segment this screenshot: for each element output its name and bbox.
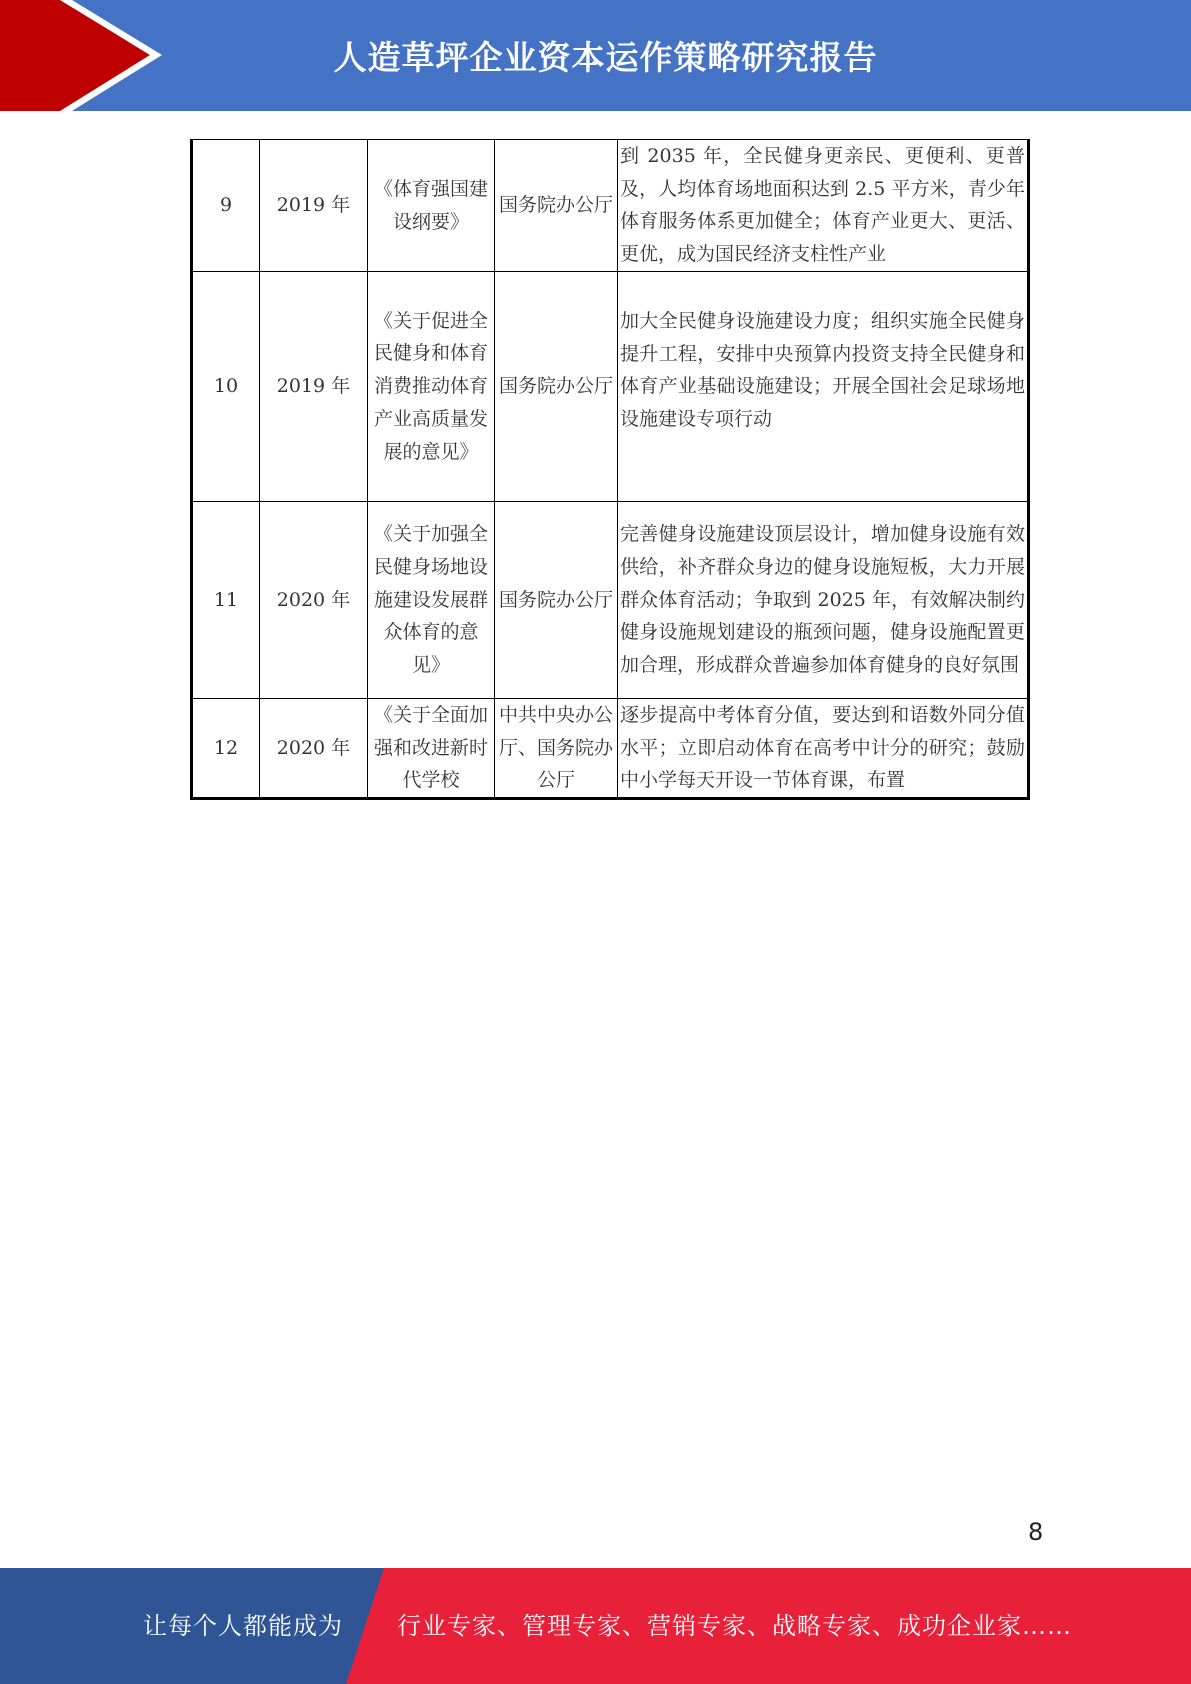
row-document: 《关于全面加强和改进新时代学校	[368, 699, 495, 799]
table-row	[192, 272, 1029, 502]
row-issuer: 国务院办公厅	[495, 502, 618, 699]
row-number: 11	[192, 502, 260, 699]
page-number: 8	[1028, 1518, 1044, 1546]
row-number: 12	[192, 699, 260, 799]
row-issuer: 国务院办公厅	[495, 272, 618, 502]
row-document: 《关于促进全民健身和体育消费推动体育产业高质量发展的意见》	[368, 272, 495, 502]
report-header	[0, 0, 1191, 111]
table-row	[192, 140, 1029, 272]
table-row	[192, 502, 1029, 699]
row-issuer: 中共中央办公厅、国务院办公厅	[495, 699, 618, 799]
row-year: 2020 年	[260, 502, 368, 699]
row-year: 2020 年	[260, 699, 368, 799]
row-content: 到 2035 年，全民健身更亲民、更便利、更普及，人均体育场地面积达到 2.5 平方米，青少年体育服务体系更加健全；体育产业更大、更活、更优，成为国民经济支柱性产业	[618, 140, 1029, 272]
row-year: 2019 年	[260, 272, 368, 502]
row-content: 逐步提高中考体育分值，要达到和语数外同分值水平；立即启动体育在高考中计分的研究；鼓励中小学每天开设一节体育课，布置	[618, 699, 1029, 799]
policy-table	[190, 139, 1030, 800]
row-content: 加大全民健身设施建设力度；组织实施全民健身提升工程，安排中央预算内投资支持全民健身和体育产业基础设施建设；开展全国社会足球场地设施建设专项行动	[618, 272, 1029, 502]
footer-slogan-left: 让每个人都能成为	[143, 1612, 343, 1640]
row-issuer: 国务院办公厅	[495, 140, 618, 272]
row-number: 10	[192, 272, 260, 502]
row-number: 9	[192, 140, 260, 272]
row-year: 2019 年	[260, 140, 368, 272]
report-title: 人造草坪企业资本运作策略研究报告	[333, 38, 878, 77]
row-content: 完善健身设施建设顶层设计，增加健身设施有效供给，补齐群众身边的健身设施短板，大力开展群众体育活动；争取到 2025 年，有效解决制约健身设施规划建设的瓶颈问题，健身设施配置更加合理，形成群众普遍参加体育健身的良好氛围	[618, 502, 1029, 699]
footer-slogan-right: 行业专家、管理专家、营销专家、战略专家、成功企业家……	[397, 1612, 1072, 1640]
report-footer	[0, 1568, 1191, 1684]
row-document: 《体育强国建设纲要》	[368, 140, 495, 272]
table-row	[192, 699, 1029, 799]
row-document: 《关于加强全民健身场地设施建设发展群众体育的意见》	[368, 502, 495, 699]
